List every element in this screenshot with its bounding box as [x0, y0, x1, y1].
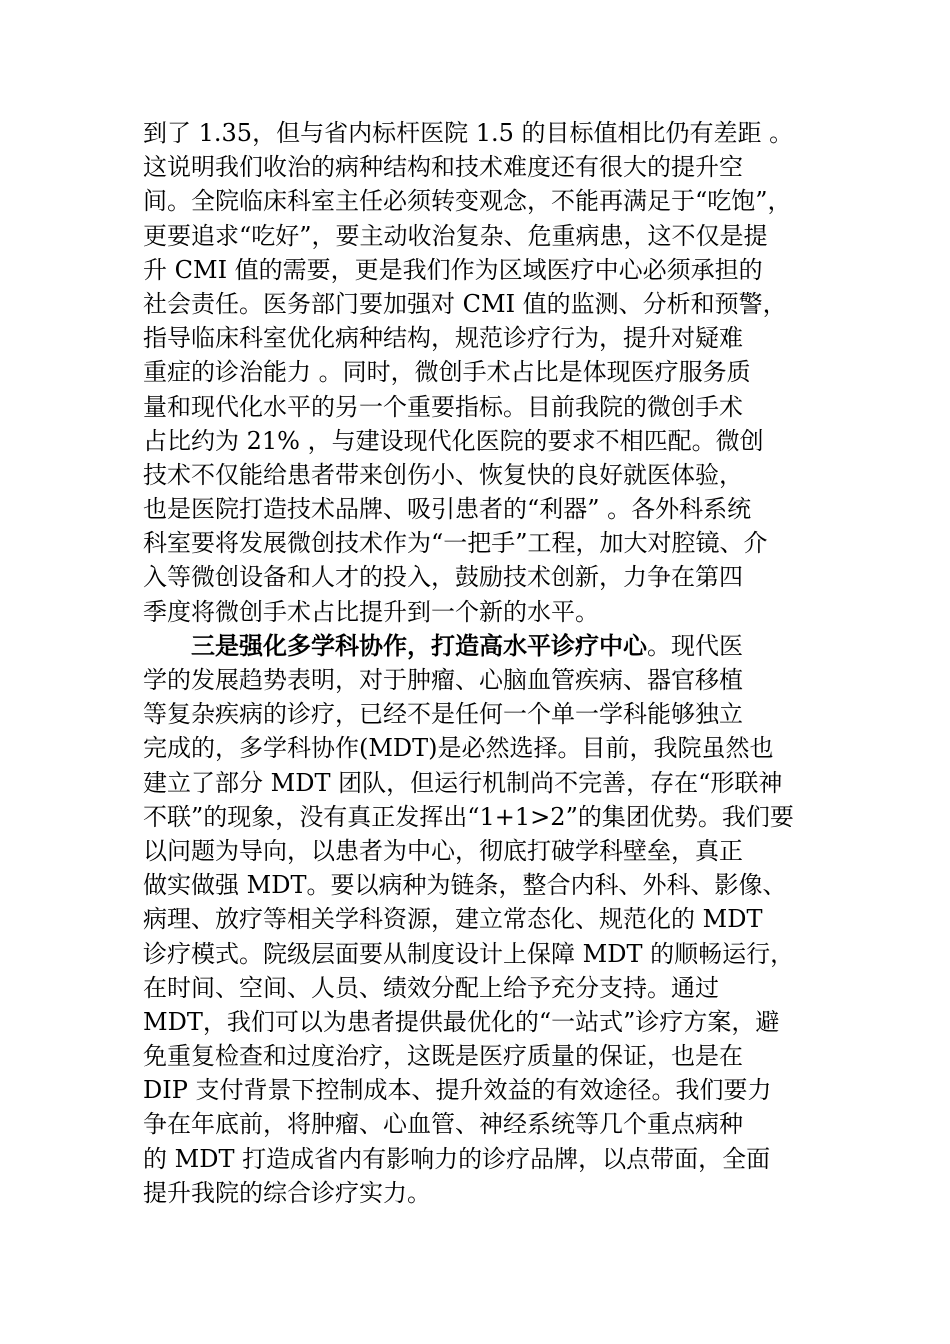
text-line: 免重复检查和过度治疗，这既是医疗质量的保证，也是在 [143, 1042, 743, 1071]
text-line: 指导临床科室优化病种结构，规范诊疗行为，提升对疑难 [143, 324, 743, 353]
text-line: 量和现代化水平的另一个重要指标。目前我院的微创手术 [143, 392, 743, 421]
text-line: 诊疗模式。院级层面要从制度设计上保障 MDT 的顺畅运行， [143, 939, 795, 968]
text-line: 更要追求“吃好”，要主动收治复杂、危重病患，这不仅是提 [143, 221, 768, 250]
text-line: 在时间、空间、人员、绩效分配上给予充分支持。通过 [143, 973, 719, 1002]
text-line: 做实做强 MDT。要以病种为链条，整合内科、外科、影像、 [143, 871, 787, 900]
paragraph-1 [143, 116, 843, 629]
text-line: 病理、放疗等相关学科资源，建立常态化、规范化的 MDT [143, 905, 763, 934]
text-line: DIP 支付背景下控制成本、提升效益的有效途径。我们要力 [143, 1076, 772, 1105]
text-line: 入等微创设备和人才的投入，鼓励技术创新，力争在第四 [143, 563, 743, 592]
text-line: 社会责任。医务部门要加强对 CMI 值的监测、分析和预警， [143, 289, 787, 318]
text-line: 占比约为 21% ，与建设现代化医院的要求不相匹配。微创 [143, 426, 764, 455]
text-line: 重症的诊治能力 。同时，微创手术占比是体现医疗服务质 [143, 358, 751, 387]
text-line: 技术不仅能给患者带来创伤小、恢复快的良好就医体验， [143, 460, 743, 489]
paragraph-2-first-line [143, 629, 843, 663]
text-line: 完成的，多学科协作(MDT)是必然选择。目前，我院虽然也 [143, 734, 774, 763]
text-line: 学的发展趋势表明，对于肿瘤、心脑血管疾病、器官移植 [143, 666, 743, 694]
heading-line-rest: 。现代医 [647, 631, 743, 660]
section-heading: 三是强化多学科协作，打造高水平诊疗中心 [191, 630, 647, 660]
text-line: 等复杂疾病的诊疗，已经不是任何一个单一学科能够独立 [143, 700, 743, 729]
text-line: 间。全院临床科室主任必须转变观念，不能再满足于“吃饱”， [143, 187, 792, 216]
text-line: 以问题为导向，以患者为中心，彻底打破学科壁垒，真正 [143, 836, 743, 865]
text-line: 这说明我们收治的病种结构和技术难度还有很大的提升空 [143, 153, 743, 182]
text-line: 也是医院打造技术品牌、吸引患者的“利器” 。各外科系统 [143, 495, 752, 524]
text-line: 提升我院的综合诊疗实力。 [143, 1178, 431, 1207]
document-body [143, 116, 843, 1210]
text-line: 不联”的现象，没有真正发挥出“1+1>2”的集团优势。我们要 [143, 802, 794, 831]
text-line: 的 MDT 打造成省内有影响力的诊疗品牌，以点带面，全面 [143, 1144, 771, 1173]
text-line: 争在年底前，将肿瘤、心血管、神经系统等几个重点病种 [143, 1110, 743, 1139]
text-line: 科室要将发展微创技术作为“一把手”工程，加大对腔镜、介 [143, 529, 768, 558]
paragraph-2 [143, 629, 843, 1210]
text-line: 到了 1.35，但与省内标杆医院 1.5 的目标值相比仍有差距 。 [143, 119, 794, 147]
text-line: 季度将微创手术占比提升到一个新的水平。 [143, 597, 599, 626]
text-line: 升 CMI 值的需要，更是我们作为区域医疗中心必须承担的 [143, 255, 763, 284]
text-line: MDT，我们可以为患者提供最优化的“一站式”诊疗方案，避 [143, 1007, 780, 1036]
text-line: 建立了部分 MDT 团队，但运行机制尚不完善，存在“形联神 [143, 768, 783, 797]
